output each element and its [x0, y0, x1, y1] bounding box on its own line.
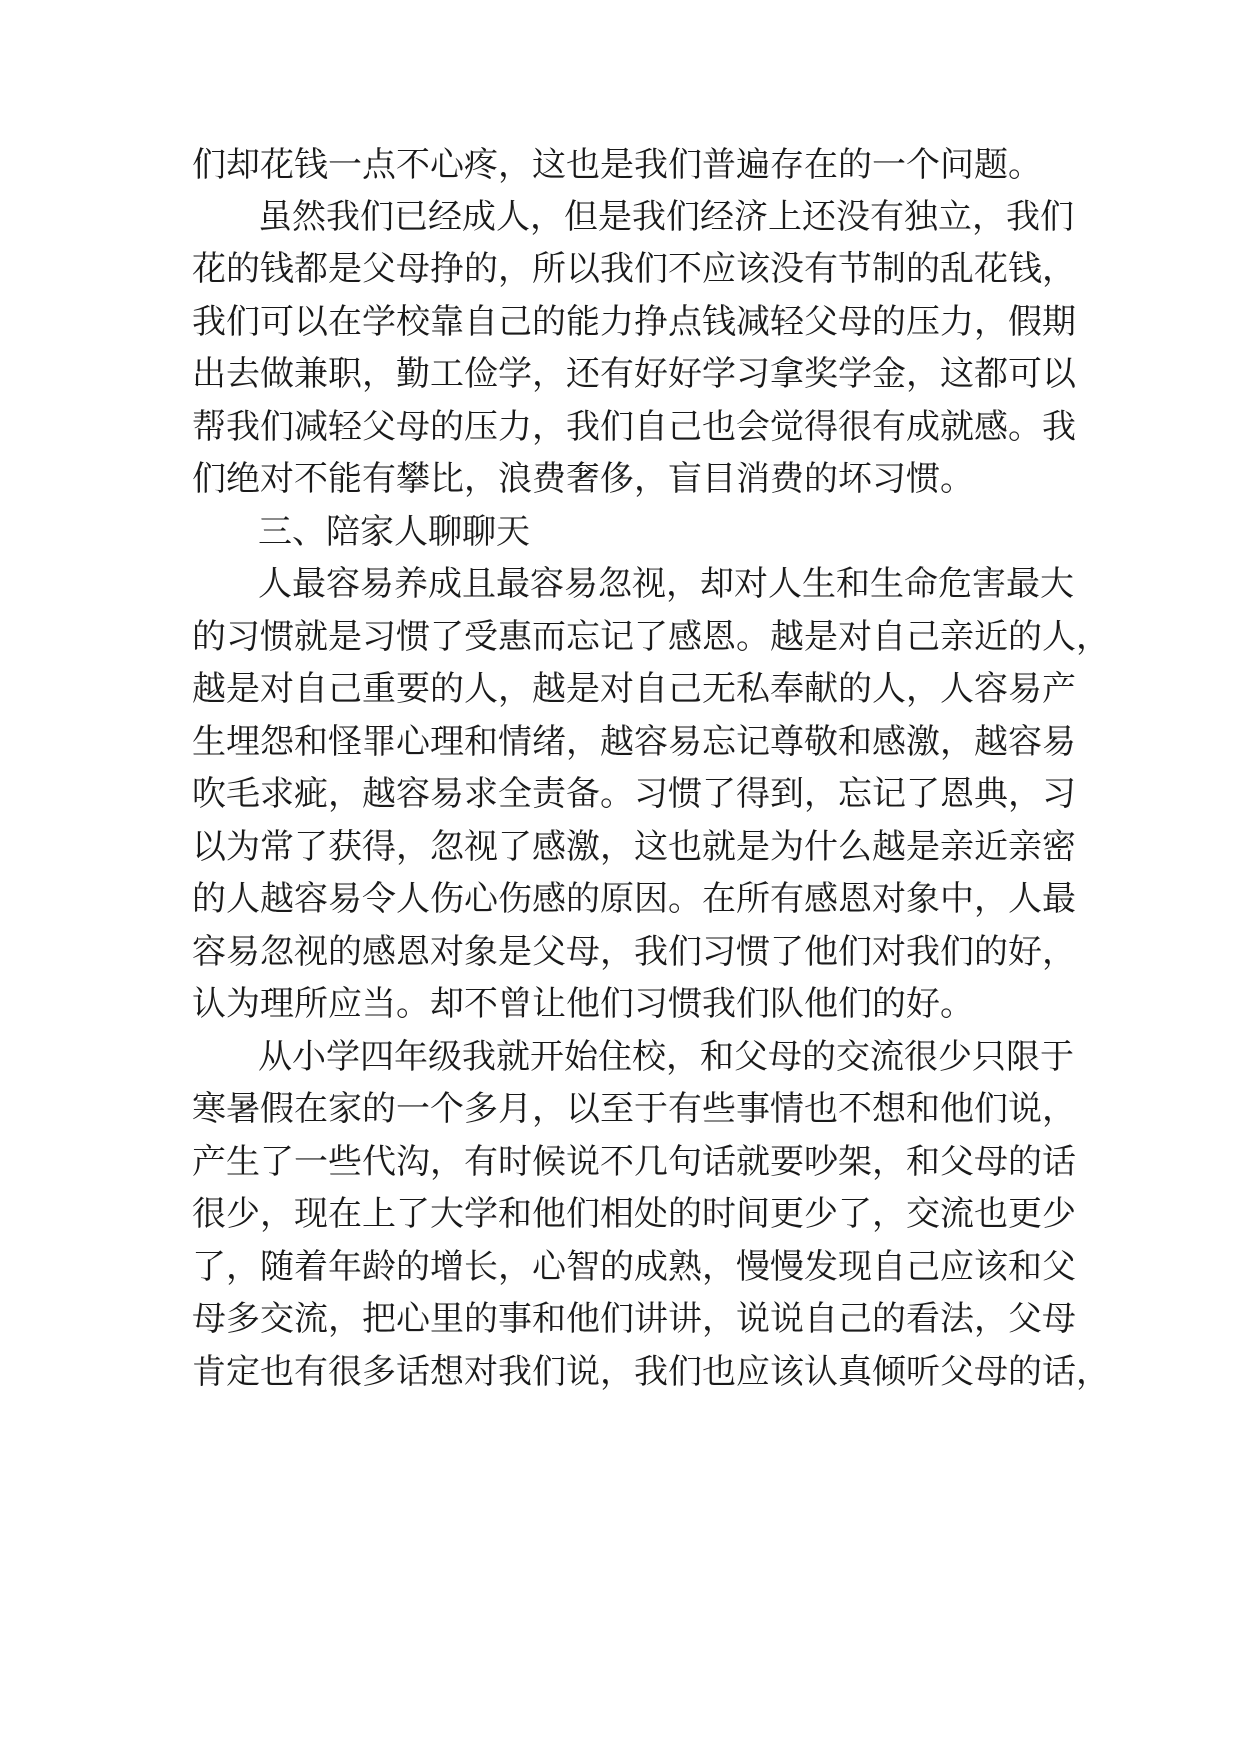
text-line-4: 我们可以在学校靠自己的能力挣点钱减轻父母的压力，假期: [192, 302, 1076, 342]
text-line-15: 的人越容易令人伤心伤感的原因。在所有感恩对象中，人最: [192, 879, 1076, 919]
text-line-5: 出去做兼职，勤工俭学，还有好好学习拿奖学金，这都可以: [192, 354, 1076, 394]
text-line-19: 寒暑假在家的一个多月，以至于有些事情也不想和他们说，: [192, 1089, 1076, 1129]
text-line-24: 肯定也有很多话想对我们说，我们也应该认真倾听父母的话，: [192, 1352, 1110, 1392]
text-line-11: 越是对自己重要的人，越是对自己无私奉献的人，人容易产: [192, 669, 1076, 709]
text-line-9: 人最容易养成且最容易忽视，却对人生和生命危害最大: [258, 564, 1074, 604]
text-line-7: 们绝对不能有攀比，浪费奢侈，盲目消费的坏习惯。: [192, 459, 974, 499]
text-line-22: 了，随着年龄的增长，心智的成熟，慢慢发现自己应该和父: [192, 1247, 1076, 1287]
text-line-12: 生埋怨和怪罪心理和情绪，越容易忘记尊敬和感激，越容易: [192, 722, 1076, 762]
text-line-14: 以为常了获得，忽视了感激，这也就是为什么越是亲近亲密: [192, 827, 1076, 867]
text-line-16: 容易忽视的感恩对象是父母，我们习惯了他们对我们的好，: [192, 932, 1076, 972]
section-heading: 三、陪家人聊聊天: [258, 512, 530, 552]
text-line-1: 们却花钱一点不心疼，这也是我们普遍存在的一个问题。: [192, 145, 1042, 185]
text-line-18: 从小学四年级我就开始住校，和父母的交流很少只限于: [258, 1037, 1074, 1077]
text-line-6: 帮我们减轻父母的压力，我们自己也会觉得很有成就感。我: [192, 407, 1076, 447]
text-line-20: 产生了一些代沟，有时候说不几句话就要吵架，和父母的话: [192, 1142, 1076, 1182]
text-line-2: 虽然我们已经成人，但是我们经济上还没有独立，我们: [258, 197, 1074, 237]
text-line-13: 吹毛求疵，越容易求全责备。习惯了得到，忘记了恩典，习: [192, 774, 1076, 814]
text-line-10: 的习惯就是习惯了受惠而忘记了感恩。越是对自己亲近的人，: [192, 617, 1110, 657]
text-line-3: 花的钱都是父母挣的，所以我们不应该没有节制的乱花钱，: [192, 249, 1076, 289]
text-line-23: 母多交流，把心里的事和他们讲讲，说说自己的看法，父母: [192, 1299, 1076, 1339]
text-line-17: 认为理所应当。却不曾让他们习惯我们队他们的好。: [192, 984, 974, 1024]
text-line-21: 很少，现在上了大学和他们相处的时间更少了，交流也更少: [192, 1194, 1076, 1234]
